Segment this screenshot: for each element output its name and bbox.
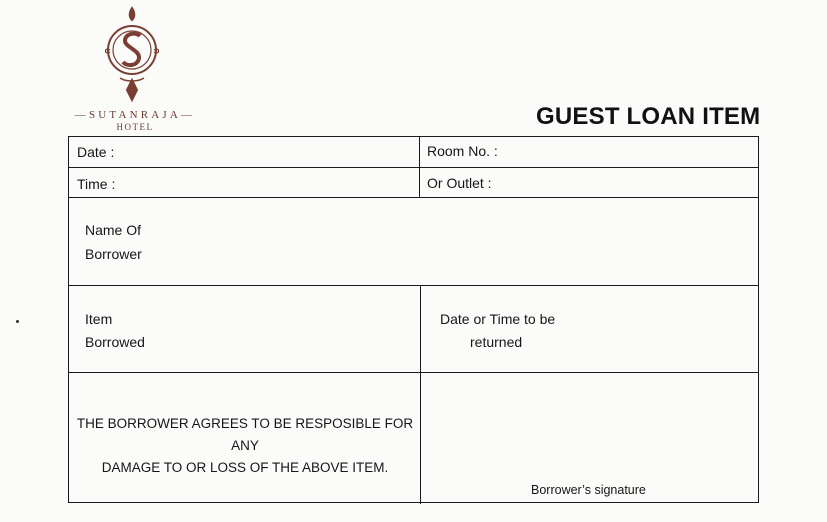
row-divider [69,167,758,168]
time-label: Time : [77,176,116,192]
borrower-declaration [75,413,415,479]
column-divider [420,285,421,504]
row-divider [69,197,758,198]
paper-speck [16,320,19,323]
brand-subtitle: HOTEL [116,122,154,132]
borrowed-label: Borrowed [85,334,145,350]
form-title: GUEST LOAN ITEM [536,103,761,130]
s-monogram-crest-icon [100,6,164,106]
brand-name: SUTANRAJA [88,109,182,121]
declaration-line-2: DAMAGE TO OR LOSS OF THE ABOVE ITEM. [101,460,389,475]
declaration-line-1: THE BORROWER AGREES TO BE RESPOSIBLE FOR ANY [76,416,414,453]
brand-name-row: —SUTANRAJA— [74,109,196,121]
date-label: Date : [77,144,115,160]
column-divider [419,137,420,197]
return-date-label: Date or Time to be [440,311,556,327]
loan-form-table [68,136,759,503]
row-divider [69,372,758,373]
room-no-label: Room No. : [427,143,498,159]
row-divider [69,285,758,286]
outlet-label: Or Outlet : [427,175,492,191]
signature-label: Borrower’s signature [531,483,646,497]
returned-label: returned [470,334,523,350]
hotel-logo [60,6,210,130]
name-of-label: Name Of [85,222,142,238]
item-label: Item [85,311,113,327]
borrower-label: Borrower [85,246,142,262]
